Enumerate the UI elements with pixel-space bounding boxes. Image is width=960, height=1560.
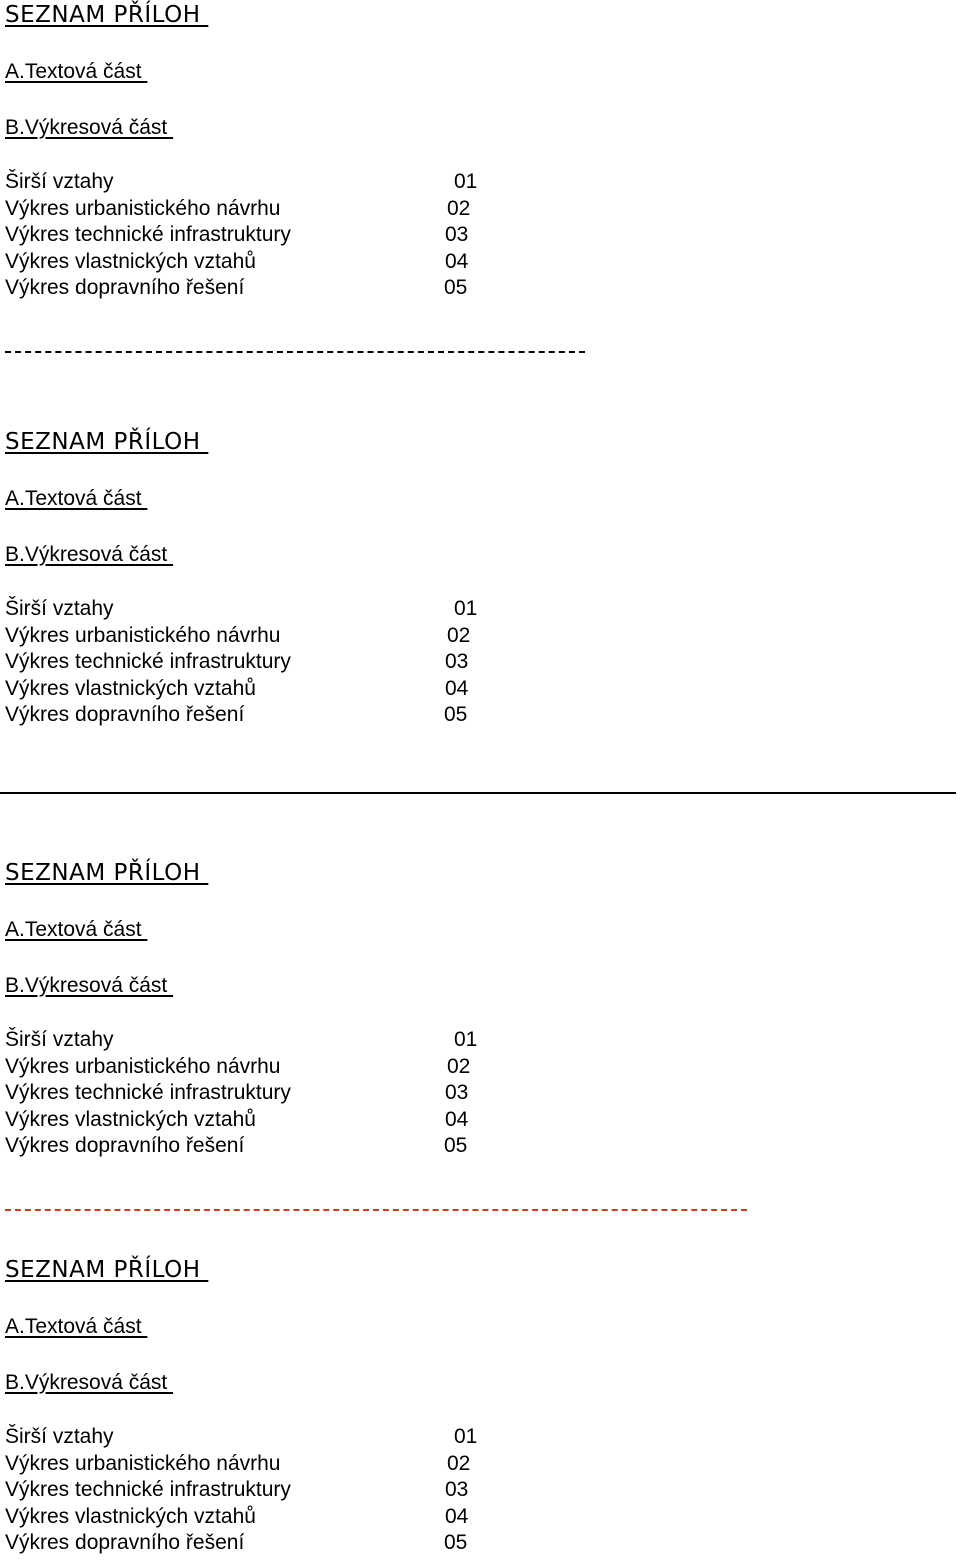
- item-label: Výkres technické infrastruktury: [5, 650, 291, 673]
- text-part-heading: A.Textová část: [5, 918, 148, 941]
- text-part-heading: A.Textová část: [5, 1315, 148, 1338]
- drawing-part-heading: B.Výkresová část: [5, 543, 174, 566]
- item-label: Výkres dopravního řešení: [5, 1134, 245, 1157]
- item-number: 04: [445, 249, 469, 273]
- item-label: Výkres vlastnických vztahů: [5, 1504, 256, 1528]
- item-number: 02: [447, 196, 471, 220]
- section-heading: SEZNAM PŘÍLOH: [5, 860, 209, 886]
- item-label: Výkres dopravního řešení: [5, 1531, 245, 1554]
- item-number: 04: [445, 676, 469, 700]
- item-label: Výkres vlastnických vztahů: [5, 676, 256, 700]
- item-number: 03: [445, 650, 469, 673]
- item-number: 03: [445, 1081, 469, 1104]
- item-number: 01: [454, 597, 478, 620]
- item-number: 04: [445, 1504, 469, 1528]
- section-heading: SEZNAM PŘÍLOH: [5, 429, 209, 455]
- section-heading: SEZNAM PŘÍLOH: [5, 1257, 209, 1283]
- item-label: Výkres urbanistického návrhu: [5, 1054, 281, 1078]
- item-number: 02: [447, 1451, 471, 1475]
- item-label: Výkres urbanistického návrhu: [5, 1451, 281, 1475]
- item-label: Širší vztahy: [5, 1028, 114, 1051]
- item-label: Výkres technické infrastruktury: [5, 223, 291, 246]
- item-number: 01: [454, 170, 478, 193]
- item-label: Výkres technické infrastruktury: [5, 1081, 291, 1104]
- item-number: 05: [444, 1134, 468, 1157]
- item-label: Výkres vlastnických vztahů: [5, 249, 256, 273]
- section-heading: SEZNAM PŘÍLOH: [5, 2, 209, 28]
- drawing-part-heading: B.Výkresová část: [5, 1371, 174, 1394]
- item-number: 05: [444, 1531, 468, 1554]
- drawing-part-heading: B.Výkresová část: [5, 974, 174, 997]
- item-number: 05: [444, 276, 468, 299]
- item-label: Širší vztahy: [5, 1425, 114, 1448]
- item-label: Výkres technické infrastruktury: [5, 1478, 291, 1501]
- item-number: 03: [445, 1478, 469, 1501]
- dashed-separator-red: [5, 1209, 747, 1211]
- text-part-heading: A.Textová část: [5, 60, 148, 83]
- item-label: Výkres dopravního řešení: [5, 276, 245, 299]
- item-number: 03: [445, 223, 469, 246]
- item-number: 01: [454, 1028, 478, 1051]
- item-number: 01: [454, 1425, 478, 1448]
- dashed-separator: [5, 351, 585, 353]
- item-label: Výkres urbanistického návrhu: [5, 196, 281, 220]
- item-number: 02: [447, 1054, 471, 1078]
- item-label: Širší vztahy: [5, 597, 114, 620]
- drawing-part-heading: B.Výkresová část: [5, 116, 174, 139]
- solid-separator: [0, 792, 956, 794]
- item-label: Výkres urbanistického návrhu: [5, 623, 281, 647]
- item-number: 02: [447, 623, 471, 647]
- item-label: Širší vztahy: [5, 170, 114, 193]
- item-number: 05: [444, 703, 468, 726]
- text-part-heading: A.Textová část: [5, 487, 148, 510]
- item-number: 04: [445, 1107, 469, 1131]
- item-label: Výkres dopravního řešení: [5, 703, 245, 726]
- item-label: Výkres vlastnických vztahů: [5, 1107, 256, 1131]
